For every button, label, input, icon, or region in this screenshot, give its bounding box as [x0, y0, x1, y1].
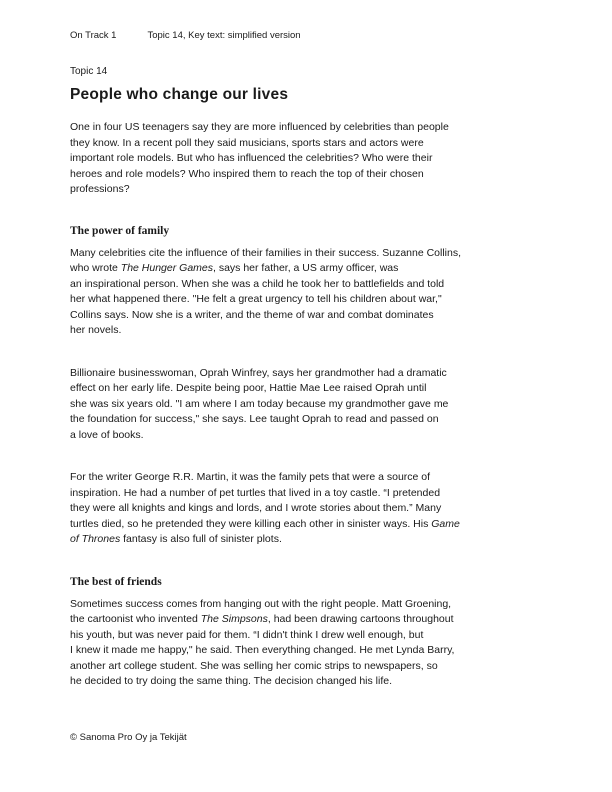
page-footer-copyright: © Sanoma Pro Oy ja Tekijät — [70, 732, 187, 743]
running-header — [70, 30, 542, 42]
paragraph-oprah-winfrey: Billionaire businesswoman, Oprah Winfrey, says her grandmother had a dramatic effect on her early life. Despite being poor, Hattie Mae Lee raised Oprah until she was six years old. "I am where I am today because my grandmother gave me the foundation for success," she says. Lee taught Oprah to read and passed on a love of books. — [70, 366, 449, 441]
running-header-course: On Track 1 — [70, 30, 117, 41]
intro-paragraph: One in four US teenagers say they are more influenced by celebrities than people they know. In a recent poll they said musicians, sports stars and actors were important role models. But who has influenced the celebrities? Who were their heroes and role models? Who inspired them to reach the top of their chosen professions? — [70, 121, 449, 195]
paragraph-george-rr-martin: For the writer George R.R. Martin, it was the family pets that were a source of inspiration. He had a number of pet turtles that lived in a toy castle. “I pretended they were all knights and kings and lords, and I wrote stories about them.” Many turtles died, so he pretended they were killing each other in sinister ways. His Game of Thrones fantasy is also full of sinister plots. — [70, 471, 460, 545]
section-heading-power-of-family: The power of family — [70, 224, 170, 237]
topic-label: Topic 14 — [70, 66, 108, 77]
paragraph-matt-groening: Sometimes success comes from hanging out with the right people. Matt Groening, the cartoonist who invented The Simpsons, had been drawing cartoons throughout his youth, but was never paid for them. “I didn't think I drew well enough, but I knew it made me happy," he said. Then everything changed. He met Lynda Barry, another art college student. She was selling her comic strips to newspapers, so he decided to try doing the same thing. The decision changed his life. — [70, 597, 455, 687]
page-title: People who change our lives — [70, 86, 289, 103]
section-heading-best-of-friends: The best of friends — [70, 575, 162, 588]
running-header-topic: Topic 14, Key text: simplified version — [147, 30, 301, 41]
paragraph-suzanne-collins: Many celebrities cite the influence of their families in their success. Suzanne Collins, who wrote The Hunger Games, says her father, a US army officer, was an inspirational person. When she was a child he took her to battlefields and told her what happened there. "He felt a great urgency to tell his children about war," Collins says. Now she is a writer, and the theme of war and combat dominates her novels. — [70, 246, 462, 336]
